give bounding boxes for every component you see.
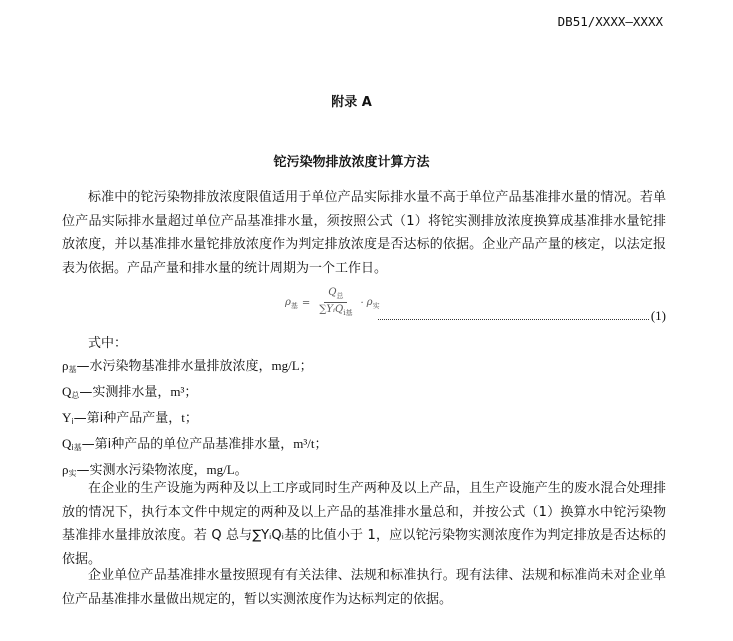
formula-lhs: $\rho_基$: [285, 296, 298, 310]
definition-row: Q总—实测排水量，m³；: [62, 384, 198, 400]
equation-number-line: [378, 308, 666, 324]
intro-paragraph: 标准中的铊污染物排放浓度限值适用于单位产品实际排水量不高于单位产品基准排水量的情况。若单位产品实际排水量超过单位产品基准排水量，须按照公式（1）将铊实测排放浓度换算成基准排水量铊排放浓度，并以基准排水量铊排放浓度作为判定排放浓度是否达标的依据。企业产品产量的核定，以法定报表为依据。产品产量和排水量的统计周期为一个工作日。: [62, 190, 666, 276]
multi-process-paragraph: 在企业的生产设施为两种及以上工序或同时生产两种及以上产品，且生产设施产生的废水混合处理排放的情况下，执行本文件中规定的两种及以上产品的基准排水量总和，并按公式（1）换算水中铊污染物基准排水量排放浓度。若 Q 总与∑YᵢQᵢ基的比值小于 1，应以铊污染物实测浓度作为判定排放是否达标的依据。: [62, 481, 666, 567]
appendix-label: 附录 A: [331, 95, 372, 110]
formula-equals: =: [301, 298, 311, 309]
definition-row: Qi基—第i种产品的单位产品基准排水量，m³/t；: [62, 436, 328, 452]
no-rule-paragraph: 企业单位产品基准排水量按照现有有关法律、法规和标准执行。现有法律、法规和标准尚未对企业单位产品基准排水量做出规定的，暂以实测浓度作为达标判定的依据。: [62, 568, 666, 607]
variable-definitions: [62, 333, 327, 485]
document-code: DB51/XXXX—XXXX: [557, 14, 663, 29]
definition-row: ρ基—水污染物基准排水量排放浓度，mg/L；: [62, 358, 313, 374]
definition-row: ρ实—实测水污染物浓度，mg/L。: [62, 462, 248, 478]
formula-denominator: ∑YᵢQ$_{i基}$: [319, 304, 353, 317]
formula-dot: ·: [360, 298, 364, 309]
formula-numerator: $Q_总$: [324, 287, 347, 303]
where-label: 式中：: [88, 336, 128, 351]
formula-1: [285, 287, 380, 320]
equation-number: (1): [650, 308, 666, 323]
definition-row: Yi—第i种产品产量，t；: [62, 410, 198, 426]
dotted-leader: [378, 319, 649, 320]
section-title: 铊污染物排放浓度计算方法: [273, 155, 430, 170]
formula-fraction: [317, 287, 354, 320]
formula-rhs: $\rho_实$: [366, 296, 380, 310]
